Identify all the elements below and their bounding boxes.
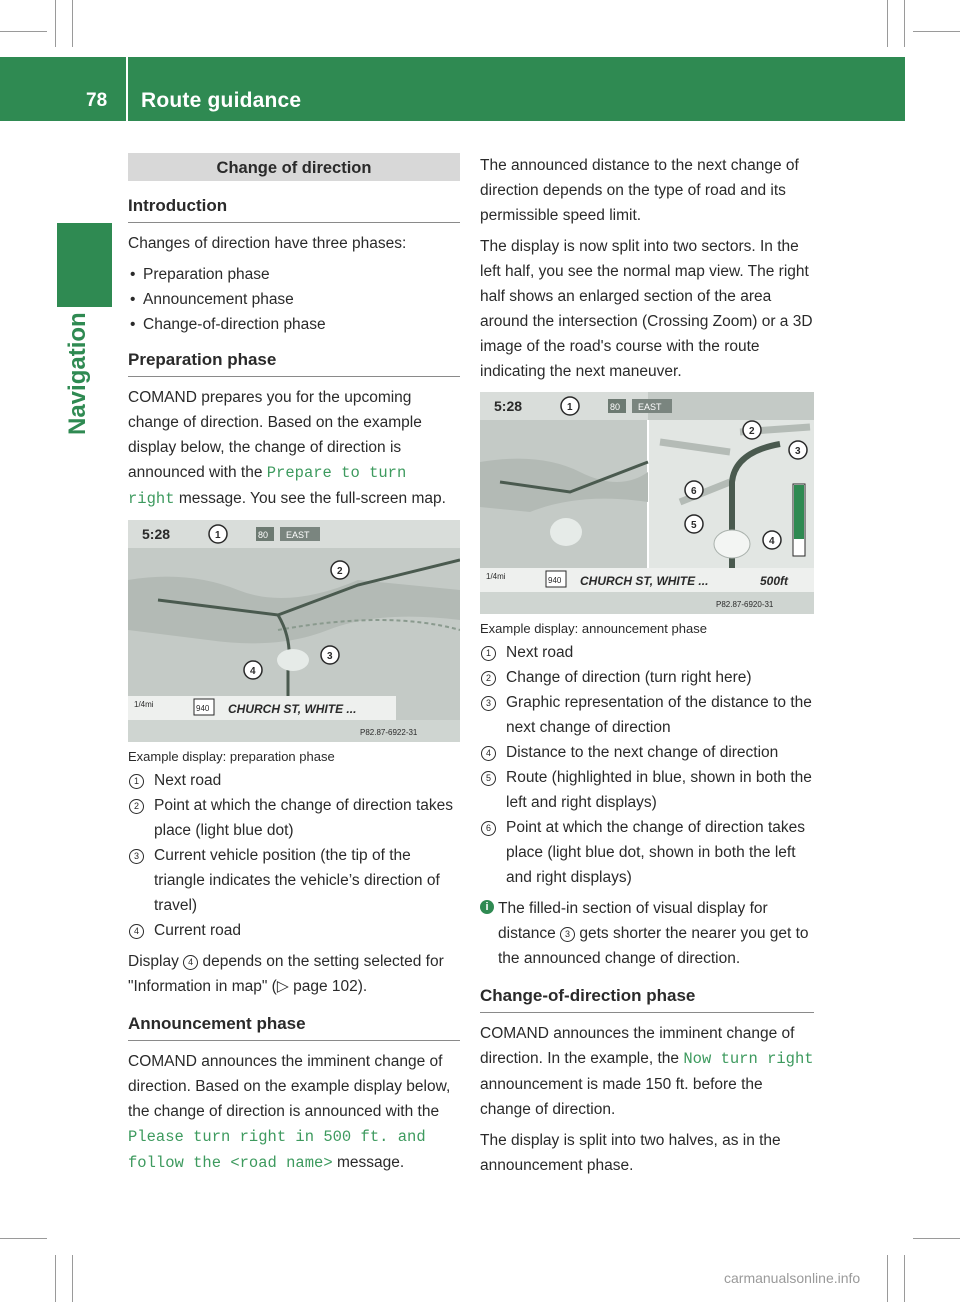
callout-number: 6: [481, 821, 496, 836]
map-time: 5:28: [142, 526, 171, 542]
svg-text:1: 1: [215, 530, 221, 541]
right-column: [480, 153, 814, 1184]
callout-text: Next road: [154, 772, 222, 789]
list-item: [128, 768, 460, 793]
callout-text: Point at which the change of direction takes place (light blue dot, shown in both the left and right displays): [506, 819, 805, 886]
page-header: [0, 57, 905, 121]
announcement-paragraph: [128, 1049, 460, 1176]
watermark: carmanualsonline.info: [724, 1270, 861, 1286]
svg-text:3: 3: [795, 446, 801, 457]
map-time: 5:28: [494, 398, 523, 414]
crop-mark: [887, 1255, 888, 1302]
distance-paragraph: The announced distance to the next change of direction depends on the type of road and its permissible speed limit.: [480, 157, 799, 224]
cod-text: COMAND announces the imminent change of direction. In the example, the: [480, 1025, 795, 1067]
phase-list: [128, 262, 460, 337]
split-display-paragraph: The display is now split into two sectors. In the left half, you see the normal map view. The right half shows an enlarged section of the area around the intersection (Crossing Zoom) or a 3D image of the road's course with the route indicating the next maneuver.: [480, 238, 813, 380]
svg-text:1: 1: [567, 402, 573, 413]
svg-text:4: 4: [769, 536, 775, 547]
callout-number: 3: [481, 696, 496, 711]
crop-mark: [0, 1238, 47, 1239]
crop-mark: [913, 1238, 960, 1239]
crop-mark: [72, 1255, 73, 1302]
callout-text: Next road: [506, 644, 574, 661]
cod-split-paragraph: The display is split into two halves, as in the announcement phase.: [480, 1132, 781, 1174]
callout-number: 4: [481, 746, 496, 761]
list-item: [480, 690, 814, 740]
crop-mark: [72, 0, 73, 47]
announcement-message: Please turn right in 500 ft. and follow the <road name>: [128, 1128, 426, 1172]
preparation-caption: Example display: preparation phase: [128, 749, 335, 764]
callout-text: Graphic representation of the distance to the next change of direction: [506, 694, 812, 736]
scale-label: 1/4mi: [486, 572, 506, 581]
announcement-text-end: message.: [336, 1154, 405, 1171]
callout-text: Current vehicle position (the tip of the triangle indicates the vehicle’s direction of travel): [154, 847, 440, 914]
change-of-direction-phase-heading: Change-of-direction phase: [480, 983, 814, 1013]
svg-text:6: 6: [691, 486, 697, 497]
side-tab-marker: [57, 223, 112, 307]
callout-text: Point at which the change of direction takes place (light blue dot): [154, 797, 453, 839]
display-text: depends on the setting selected for "Information in map" (: [128, 953, 444, 995]
preparation-screenshot: [128, 520, 460, 742]
announcement-caption: Example display: announcement phase: [480, 621, 707, 636]
list-item: [480, 640, 814, 665]
callout-text: Route (highlighted in blue, shown in both the left and right displays): [506, 769, 812, 811]
callout-number: 3: [129, 849, 144, 864]
announcement-heading: Announcement phase: [128, 1011, 460, 1041]
crop-mark: [0, 31, 47, 32]
header-divider: [126, 57, 128, 121]
preparation-callouts: [128, 768, 460, 943]
crop-mark: [55, 0, 56, 47]
callout-text: Change of direction (turn right here): [506, 669, 752, 686]
list-item: • Announcement phase: [128, 287, 460, 312]
svg-text:2: 2: [749, 426, 755, 437]
scale-label: 1/4mi: [134, 700, 154, 709]
callout-number: 5: [481, 771, 496, 786]
preparation-heading: Preparation phase: [128, 347, 460, 377]
list-item: [128, 843, 460, 918]
prep-text: COMAND prepares you for the upcoming change of direction. Based on the example display below, the change of direction is announced with the: [128, 389, 422, 481]
road-shield: 940: [196, 704, 210, 713]
announcement-screenshot: [480, 392, 814, 614]
callout-number: 3: [560, 927, 575, 942]
announcement-callouts: [480, 640, 814, 890]
distance-label: 500ft: [760, 574, 789, 588]
crop-mark: [913, 31, 960, 32]
svg-text:3: 3: [327, 651, 333, 662]
page-reference-link[interactable]: page 102).: [293, 978, 368, 995]
display-paragraph: [128, 949, 460, 999]
cod-paragraph: [480, 1021, 814, 1122]
image-code: P82.87-6920-31: [716, 600, 774, 609]
callout-number: 2: [129, 799, 144, 814]
list-item: [128, 793, 460, 843]
heading-label: EAST: [286, 530, 310, 540]
page-number: 78: [86, 90, 108, 111]
crop-mark: [904, 1255, 905, 1302]
note-text-end: gets shorter the nearer you get to the announced change of direction.: [498, 925, 809, 967]
page-ref-arrow-icon: ▷: [276, 978, 289, 995]
introduction-heading: Introduction: [128, 193, 460, 223]
list-item: [128, 918, 460, 943]
prep-text-end: message. You see the full-screen map.: [178, 490, 446, 507]
change-of-direction-heading: Change of direction: [128, 153, 460, 181]
road-name: CHURCH ST, WHITE ...: [228, 702, 357, 716]
note-text: The filled-in section of visual display for distance: [498, 900, 768, 942]
image-code: P82.87-6922-31: [360, 728, 418, 737]
list-item: • Change-of-direction phase: [128, 312, 460, 337]
road-shield: 940: [548, 576, 562, 585]
announcement-text: COMAND announces the imminent change of direction. Based on the example display below, the change of direction is announced with the: [128, 1053, 451, 1120]
heading-label: EAST: [638, 402, 662, 412]
cod-message: Now turn right: [683, 1050, 814, 1068]
route-shield: 80: [610, 402, 621, 412]
route-shield: 80: [258, 530, 269, 540]
callout-number: 4: [183, 955, 198, 970]
prep-message: Prepare to turn right: [128, 464, 407, 508]
side-tab-label: Navigation: [64, 312, 91, 435]
list-item: [480, 665, 814, 690]
callout-number: 2: [481, 671, 496, 686]
list-item: [480, 765, 814, 815]
left-column: [128, 153, 460, 1182]
svg-text:4: 4: [250, 666, 256, 677]
list-item: [480, 740, 814, 765]
display-text: Display: [128, 953, 179, 970]
callout-number: 1: [129, 774, 144, 789]
svg-text:5: 5: [691, 520, 697, 531]
info-icon: i: [480, 900, 494, 914]
crop-mark: [887, 0, 888, 47]
callout-text: Distance to the next change of direction: [506, 744, 779, 761]
road-name: CHURCH ST, WHITE ...: [580, 574, 709, 588]
list-item: • Preparation phase: [128, 262, 460, 287]
info-note: [480, 896, 814, 971]
callout-number: 4: [129, 924, 144, 939]
intro-text: Changes of direction have three phases:: [128, 235, 407, 252]
svg-text:2: 2: [337, 566, 343, 577]
prep-paragraph: [128, 385, 460, 512]
callout-text: Current road: [154, 922, 242, 939]
crop-mark: [55, 1255, 56, 1302]
callout-number: 1: [481, 646, 496, 661]
list-item: [480, 815, 814, 890]
crop-mark: [904, 0, 905, 47]
section-title: Route guidance: [141, 89, 302, 112]
cod-text-end: announcement is made 150 ft. before the change of direction.: [480, 1076, 763, 1118]
